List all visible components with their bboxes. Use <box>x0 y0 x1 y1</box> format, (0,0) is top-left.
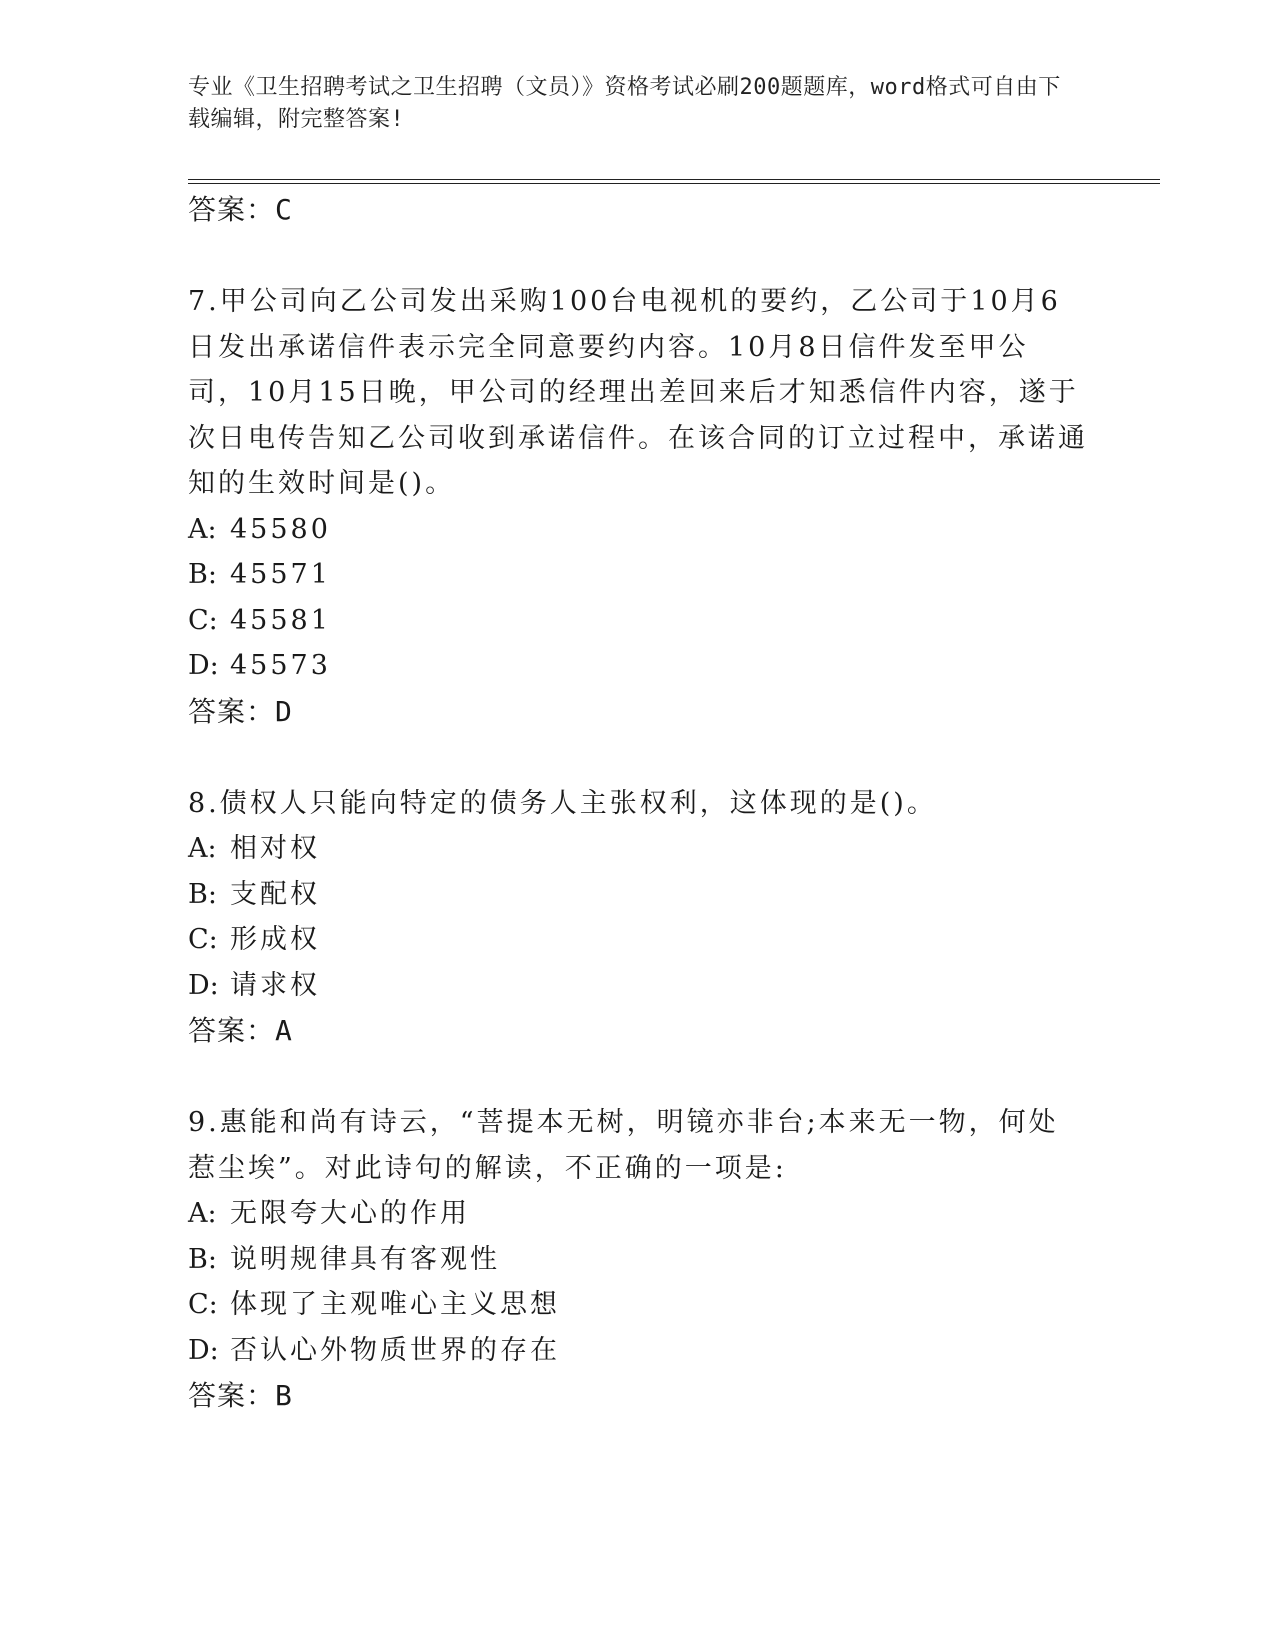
option-c <box>188 917 1088 963</box>
question-list <box>188 187 1088 1419</box>
header-rule-bottom <box>188 183 1160 184</box>
option-d <box>188 963 1088 1009</box>
option-key: C: <box>188 604 218 636</box>
option-d <box>188 1328 1088 1374</box>
option-key: A: <box>188 1198 217 1229</box>
option-b <box>188 872 1088 918</box>
option-key: D: <box>188 1334 219 1366</box>
document-header: 专业《卫生招聘考试之卫生招聘（文员）》资格考试必刷200题题库，word格式可自由下载编辑，附完整答案! <box>188 75 1061 132</box>
option-text: 相对权 <box>230 833 320 864</box>
option-b <box>188 552 1088 598</box>
option-b <box>188 1237 1088 1283</box>
question-text: 9.惠能和尚有诗云，“菩提本无树，明镜亦非台;本来无一物，何处惹尘埃”。对此诗句的解读，不正确的一项是: <box>188 1107 1059 1184</box>
answer-line: 答案：D <box>188 694 293 728</box>
option-d <box>188 643 1088 689</box>
option-a <box>188 826 1088 872</box>
question-block-9 <box>188 1100 1088 1419</box>
option-key: A: <box>188 513 217 545</box>
option-text: 否认心外物质世界的存在 <box>230 1334 560 1366</box>
option-text: 45571 <box>230 559 331 590</box>
question-block-7 <box>188 279 1088 735</box>
option-text: 45581 <box>230 604 331 636</box>
option-c <box>188 1282 1088 1328</box>
question-text: 7.甲公司向乙公司发出采购100台电视机的要约，乙公司于10月6日发出承诺信件表示完全同意要约内容。10月8日信件发至甲公司，10月15日晚，甲公司的经理出差回来后才知悉信件内容，遂于次日电传告知乙公司收到承诺信件。在该合同的订立过程中，承诺通知的生效时间是()。 <box>188 286 1088 499</box>
question-block-8 <box>188 781 1088 1055</box>
option-text: 无限夸大心的作用 <box>230 1198 470 1229</box>
option-key: C: <box>188 1289 218 1320</box>
question-text: 8.债权人只能向特定的债务人主张权利，这体现的是()。 <box>188 787 937 819</box>
option-key: D: <box>188 650 219 681</box>
option-key: A: <box>188 833 217 864</box>
option-text: 45580 <box>230 513 331 545</box>
option-text: 说明规律具有客观性 <box>230 1243 500 1275</box>
answer-line: 答案：A <box>188 1014 293 1047</box>
answer-line: 答案：B <box>188 1379 293 1412</box>
option-key: D: <box>188 969 219 1001</box>
option-key: B: <box>188 878 217 910</box>
option-text: 支配权 <box>230 878 320 910</box>
option-text: 体现了主观唯心主义思想 <box>230 1289 560 1320</box>
option-text: 45573 <box>230 650 331 681</box>
header-rule-top <box>188 179 1160 180</box>
option-text: 形成权 <box>230 924 320 955</box>
option-key: B: <box>188 1243 217 1275</box>
answer-line: 答案：C <box>188 193 293 226</box>
option-a <box>188 507 1088 553</box>
option-a <box>188 1191 1088 1237</box>
option-key: C: <box>188 924 218 955</box>
option-text: 请求权 <box>230 969 320 1001</box>
option-key: B: <box>188 559 217 590</box>
option-c <box>188 598 1088 644</box>
